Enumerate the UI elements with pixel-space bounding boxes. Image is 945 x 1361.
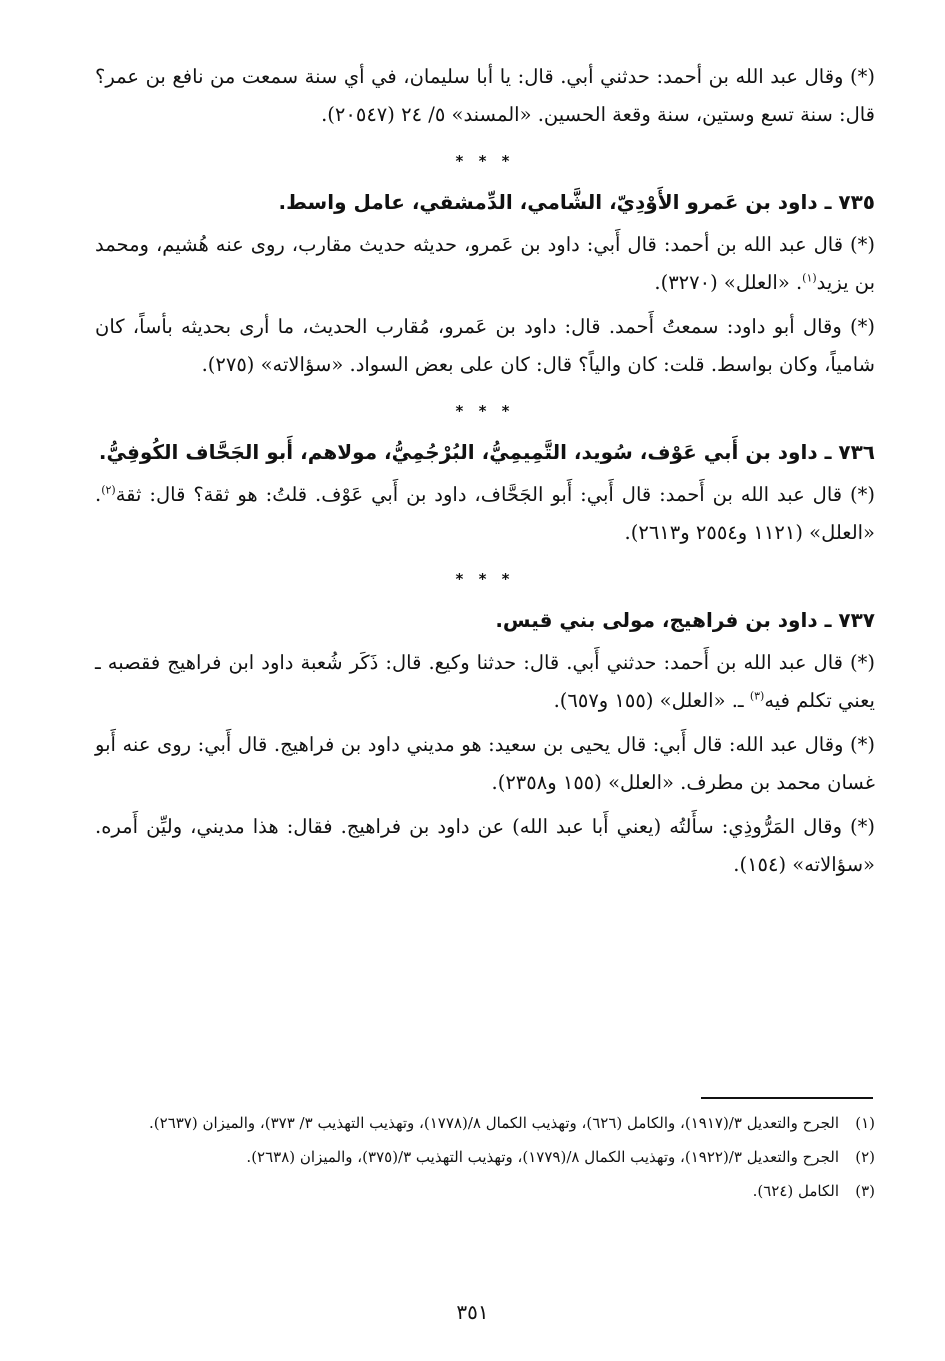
entry-heading-735: ٧٣٥ ـ داود بن عَمرو الأَوْدِيّ، الشَّامي، الدِّمشقي، عامل واسط.	[278, 190, 875, 214]
footnote-number: (٢)	[855, 1148, 875, 1166]
footnote-number: (٣)	[855, 1182, 875, 1200]
paragraph-735-a	[95, 226, 875, 302]
text-part: . «العلل» (٣٢٧٠).	[654, 271, 803, 294]
footnote-text: الكامل (٦٢٤).	[752, 1182, 839, 1200]
paragraph-737-c: (*) وقال المَرُّوذِي: سأَلتُه (يعني أَبا عبد الله) عن داود بن فراهيج. فقال: هذا مديني، وليِّن أَمره. «سؤالاته» (١٥٤).	[95, 815, 875, 876]
footnote-item	[95, 1176, 875, 1206]
footnote-ref: (٣)	[749, 689, 765, 703]
section-separator: * * *	[455, 152, 515, 170]
footnote-text: الجرح والتعديل ٣/(١٩٢٢)، وتهذيب الكمال ٨/(١٧٧٩)، وتهذيب التهذيب ٣/(٣٧٥)، والميزان (٢٦٣٨).	[246, 1148, 839, 1166]
section-separator: * * *	[455, 570, 515, 588]
text-part: (*) قال عبد الله بن أحمد: قال أَبي: داود بن عَمرو، حديثه حديث مقارب، روى عنه هُشيم، ومحمد بن يزيد	[95, 233, 875, 294]
paragraph-737-a	[95, 644, 875, 720]
page-number: ٣٥١	[456, 1300, 489, 1324]
footnote-item	[95, 1142, 875, 1172]
footnote-number: (١)	[855, 1114, 875, 1132]
entry-heading-736: ٧٣٦ ـ داود بن أَبي عَوْف، سُويد، التَّمِيمِيُّ، البُرْجُمِيُّ، مولاهم، أَبو الجَحَّاف الكُوفِيُّ.	[98, 440, 875, 464]
footnote-item	[95, 1108, 875, 1138]
text-part: (*) قال عبد الله بن أَحمد: قال أَبي: أَبو الجَحَّاف، داود بن أَبي عَوْف. قلتُ: هو ثقة؟ قال: ثقة	[115, 483, 875, 506]
text-part: . «العلل» (١١٢١ و٢٥٥٤ و٢٦١٣).	[95, 483, 875, 544]
footnote-divider	[701, 1097, 873, 1099]
main-text	[95, 58, 875, 890]
footnote-text: الجرح والتعديل ٣/(١٩١٧)، والكامل (٦٢٦)، وتهذيب الكمال ٨/(١٧٧٨)، وتهذيب التهذيب ٣/ ٣٧٣)، والميزان (٢٦٣٧).	[149, 1114, 839, 1132]
footnote-ref: (٢)	[101, 483, 116, 497]
text-part: (*) قال عبد الله بن أَحمد: حدثني أَبي. قال: حدثنا وكيع. قال: ذَكَر شُعبة داود ابن فراهيج فقصبه ـ يعني تكلم فيه	[95, 651, 875, 712]
paragraph-736	[95, 476, 875, 552]
paragraph-intro: (*) وقال عبد الله بن أحمد: حدثني أبي. قال: يا أبا سليمان، في أي سنة سمعت من نافع بن عمر؟ قال: سنة تسع وستين، سنة وقعة الحسين. «المسند» ٥/ ٢٤ (٢٠٥٤٧).	[95, 65, 875, 126]
entry-heading-737: ٧٣٧ ـ داود بن فراهيج، مولى بني قيس.	[495, 608, 875, 632]
paragraph-737-b: (*) وقال عبد الله: قال أَبي: قال يحيى بن سعيد: هو مديني داود بن فراهيج. قال أَبي: روى عنه أَبو غسان محمد بن مطرف. «العلل» (١٥٥ و٢٣٥٨).	[95, 733, 875, 794]
paragraph-735-b: (*) وقال أبو داود: سمعتُ أَحمد. قال: داود بن عَمرو، مُقارب الحديث، ما أرى بحديثه بأساً، كان شامياً، وكان بواسط. قلت: كان والياً؟ قال: كان على بعض السواد. «سؤالاته» (٢٧٥).	[95, 315, 875, 376]
footnote-ref: (١)	[802, 271, 817, 285]
footnotes	[95, 1108, 875, 1210]
section-separator: * * *	[455, 402, 515, 420]
text-part: ـ. «العلل» (١٥٥ و٦٥٧).	[553, 689, 750, 712]
